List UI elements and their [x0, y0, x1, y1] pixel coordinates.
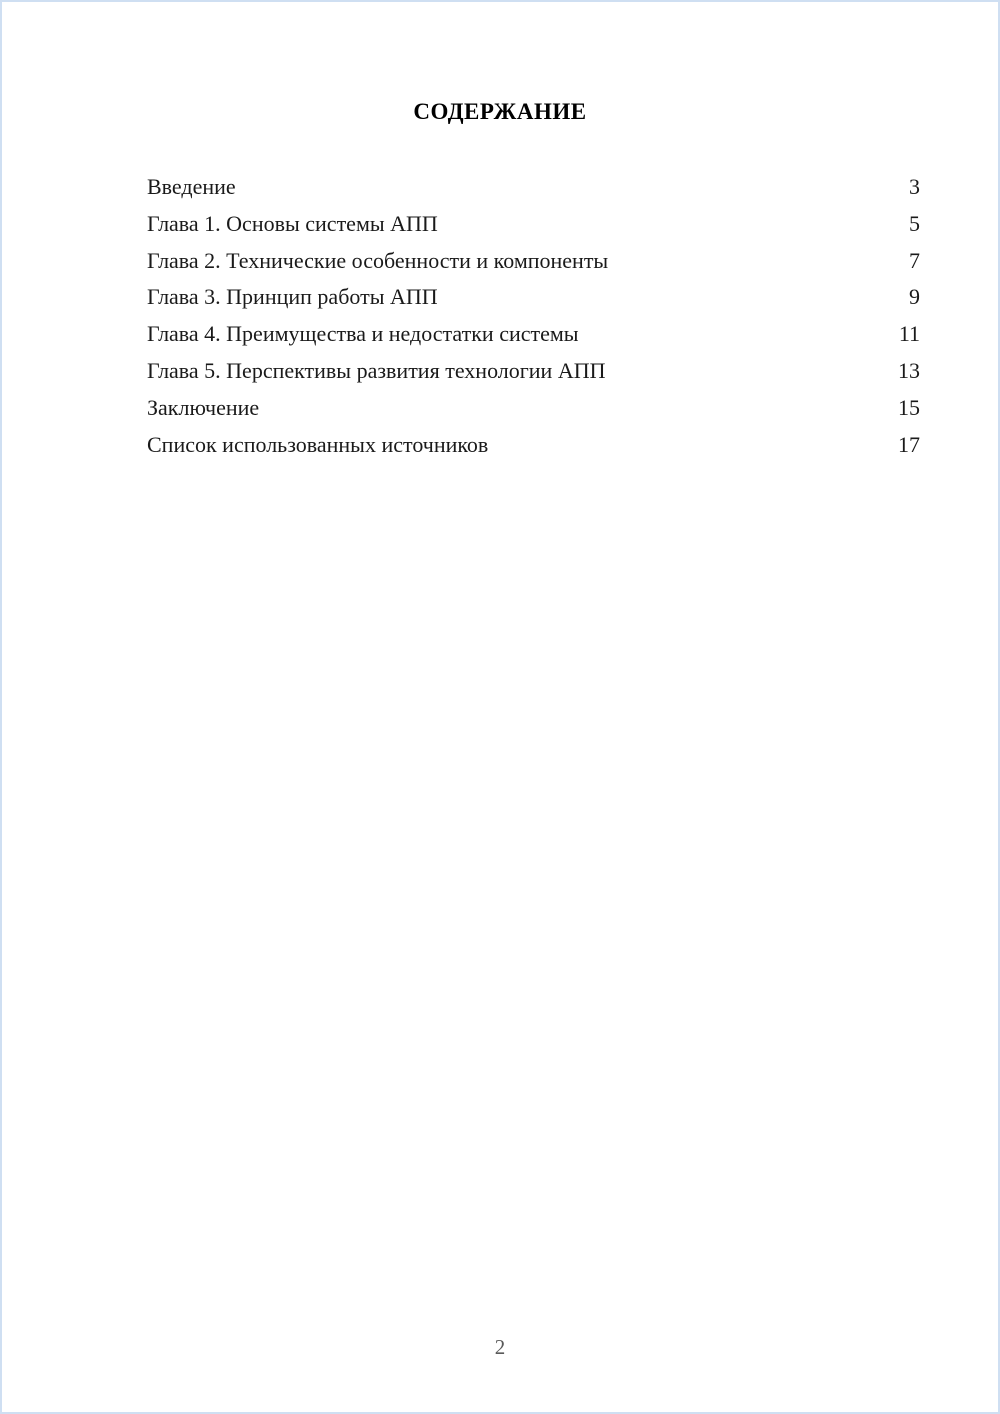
toc-entry — [147, 353, 920, 390]
toc-entry-label: Глава 4. Преимущества и недостатки системы — [147, 321, 579, 347]
toc-entry — [147, 427, 920, 464]
toc-entry-label: Глава 3. Принцип работы АПП — [147, 284, 438, 310]
toc-entry-page: 7 — [909, 247, 920, 273]
toc-entry-label: Заключение — [147, 394, 260, 420]
page-number: 2 — [494, 1335, 506, 1359]
toc-entry-label: Глава 1. Основы системы АПП — [147, 210, 438, 236]
toc-entry-page: 3 — [909, 174, 920, 199]
toc-entry — [147, 243, 920, 280]
toc-entry — [147, 206, 920, 243]
toc-entry-page: 9 — [909, 284, 920, 310]
toc-entry — [147, 279, 920, 316]
toc-entry — [147, 169, 920, 206]
toc-entry-page: 5 — [909, 210, 920, 236]
toc-entry-page: 11 — [898, 321, 920, 347]
toc-entry — [147, 316, 920, 353]
toc-entry — [147, 390, 920, 427]
table-of-contents — [147, 169, 920, 463]
page-title: СОДЕРЖАНИЕ — [413, 99, 587, 124]
toc-entry-page: 13 — [898, 357, 920, 383]
toc-entry-page: 15 — [898, 394, 920, 420]
toc-entry-label: Глава 5. Перспективы развития технологии АПП — [147, 357, 606, 383]
toc-entry-label: Введение — [147, 174, 236, 199]
toc-entry-label: Список использованных источников — [147, 431, 489, 457]
toc-entry-page: 17 — [898, 431, 920, 457]
toc-entry-label: Глава 2. Технические особенности и компоненты — [147, 247, 609, 273]
